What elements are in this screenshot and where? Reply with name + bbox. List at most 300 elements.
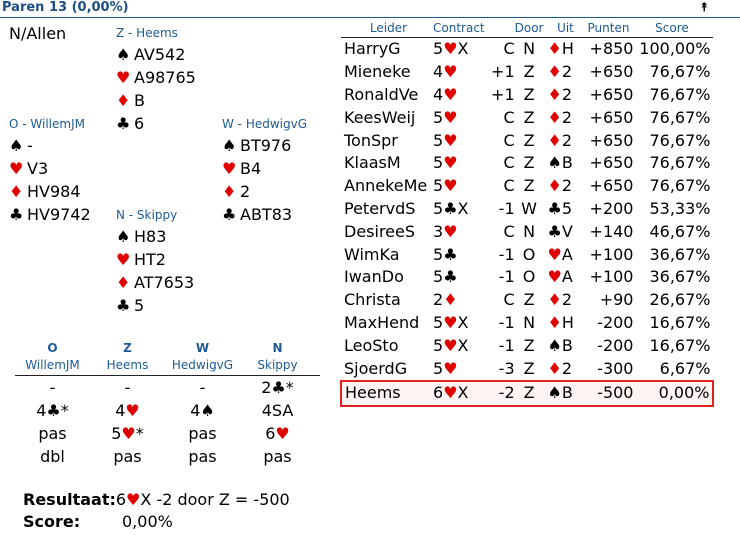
bid-cell (15, 445, 90, 468)
points-cell (583, 84, 633, 107)
score-value: 76,67% (649, 130, 711, 150)
declarer-dir: N (523, 312, 536, 332)
result-row[interactable] (341, 266, 713, 289)
declarer-dir: Z (523, 130, 535, 150)
player-name: LeoSto (344, 335, 399, 355)
bid-text: - (199, 378, 206, 397)
points-value: +650 (589, 153, 634, 173)
player-label-west: O - WillemJM (9, 117, 85, 131)
diamond-icon: ♦ (547, 107, 562, 127)
player-name-cell (341, 198, 433, 221)
tricks-cell (485, 175, 515, 198)
west-spades: - (27, 136, 33, 155)
spade-icon: ♠ (9, 136, 24, 155)
dealer-vulnerability: N/Allen (9, 24, 67, 43)
lead-card: 5 (561, 198, 573, 218)
lead-cell (543, 198, 583, 221)
result-row[interactable] (341, 243, 713, 266)
result-row[interactable] (341, 106, 713, 129)
player-name-cell (341, 312, 433, 335)
points-value: +140 (589, 221, 634, 241)
lead-cell (543, 243, 583, 266)
score-value: 16,67% (649, 335, 711, 355)
south-diamonds: AT7653 (134, 273, 195, 292)
heart-icon: ♥ (443, 130, 458, 150)
tricks-cell (485, 106, 515, 129)
contract-cell (433, 266, 485, 289)
club-icon: ♣ (547, 221, 562, 241)
contract-cell (433, 334, 485, 357)
lead-cell (543, 106, 583, 129)
score-value: 46,67% (649, 221, 711, 241)
points-cell (583, 243, 633, 266)
score-cell (633, 266, 713, 289)
result-row[interactable] (341, 289, 713, 312)
player-name: SjoerdG (344, 358, 408, 378)
club-icon: ♣ (443, 267, 458, 287)
bid-text: pas (263, 447, 292, 466)
declarer-dir-cell (515, 289, 544, 312)
bid-cell (240, 422, 315, 445)
score-value: 16,67% (649, 312, 711, 332)
tricks-result: C (503, 107, 515, 127)
player-name-cell (341, 289, 433, 312)
player-name-cell (341, 106, 433, 129)
points-value: -300 (597, 358, 634, 378)
lead-cell (543, 266, 583, 289)
heart-icon: ♥ (9, 159, 24, 178)
west-hearts: V3 (27, 159, 49, 178)
score-value: 76,67% (649, 176, 711, 196)
tricks-result: C (503, 153, 515, 173)
lead-card: H (561, 39, 574, 59)
player-name: Christa (344, 290, 401, 310)
lead-cell (543, 175, 583, 198)
diamond-icon: ♦ (547, 130, 562, 150)
bid-dir-n: N (272, 341, 283, 355)
board-header (0, 0, 740, 18)
tricks-cell (485, 84, 515, 107)
bid-text: 4SA (261, 401, 294, 420)
heart-icon: ♥ (222, 159, 237, 178)
player-name: TonSpr (344, 130, 398, 150)
club-icon: ♣ (9, 205, 24, 224)
player-name-cell (341, 243, 433, 266)
points-value: -200 (597, 312, 634, 332)
player-name-cell (341, 381, 433, 406)
heart-icon: ♥ (275, 424, 290, 443)
alert-mark: * (135, 424, 144, 443)
bid-row (15, 399, 320, 422)
north-diamonds: B (134, 91, 145, 110)
score-cell (633, 312, 713, 335)
diamond-icon: ♦ (547, 176, 562, 196)
bid-cell (165, 422, 240, 445)
tricks-cell (485, 381, 515, 406)
tricks-result: C (503, 130, 515, 150)
declarer-dir: N (523, 221, 536, 241)
declarer-dir: Z (523, 335, 535, 355)
club-icon: ♣ (116, 296, 131, 315)
points-cell (583, 266, 633, 289)
club-icon: ♣ (443, 198, 458, 218)
declarer-dir-cell (515, 198, 544, 221)
bid-cell (165, 399, 240, 422)
bid-dir-w: W (195, 341, 210, 355)
declarer-dir: Z (523, 176, 535, 196)
north-clubs: 6 (134, 114, 145, 133)
points-cell (583, 334, 633, 357)
points-value: +100 (589, 244, 634, 264)
bid-text: pas (188, 447, 217, 466)
score-value: 76,67% (649, 153, 711, 173)
lead-card: 2 (561, 107, 573, 127)
col-door: Door (515, 19, 544, 38)
bid-text: - (49, 378, 56, 397)
results-header-row (341, 19, 713, 38)
contract-cell (433, 152, 485, 175)
tricks-cell (485, 357, 515, 381)
player-name-cell (341, 266, 433, 289)
heart-icon: ♥ (443, 312, 458, 332)
result-row[interactable] (341, 152, 713, 175)
player-name-cell (341, 357, 433, 381)
result-row[interactable] (341, 84, 713, 107)
heart-icon: ♥ (443, 153, 458, 173)
bid-cell (90, 445, 165, 468)
player-name: HarryG (344, 39, 401, 59)
score-cell (633, 152, 713, 175)
player-label-south: N - Skippy (116, 208, 178, 222)
score-value: 26,67% (649, 290, 711, 310)
bid-text: pas (38, 424, 67, 443)
declarer-dir-cell (515, 106, 544, 129)
player-name: DesireeS (344, 221, 416, 241)
declarer-dir-cell (515, 84, 544, 107)
score-cell (633, 334, 713, 357)
lead-card: B (561, 153, 573, 173)
contract-level: 5 (433, 39, 444, 59)
spade-icon: ♠ (200, 401, 215, 420)
east-clubs: ABT83 (240, 205, 293, 224)
lead-cell (543, 312, 583, 335)
tricks-result: -1 (498, 198, 515, 218)
points-cell (583, 129, 633, 152)
alert-mark: * (285, 378, 294, 397)
heart-icon: ♥ (125, 401, 140, 420)
heart-icon: ♥ (443, 39, 458, 59)
declarer-dir-cell (515, 357, 544, 381)
bid-cell (165, 445, 240, 468)
alert-mark: * (60, 401, 69, 420)
bid-text: 2 (261, 378, 272, 397)
contract-level: 4 (433, 62, 444, 82)
player-name: MaxHend (344, 312, 420, 332)
diamond-icon: ♦ (547, 62, 562, 82)
bid-cell (15, 399, 90, 422)
declarer-dir: O (522, 267, 536, 287)
bid-player-n: Skippy (257, 358, 298, 372)
score-label: Score: (23, 512, 81, 531)
col-leider: Leider (341, 19, 433, 38)
tricks-result: -3 (498, 358, 515, 378)
contract-level: 5 (433, 358, 444, 378)
declarer-dir-cell (515, 61, 544, 84)
lead-card: 2 (561, 62, 573, 82)
player-name: WimKa (344, 244, 400, 264)
contract-level: 3 (433, 221, 444, 241)
club-icon: ♣ (46, 401, 61, 420)
bid-row (15, 376, 320, 399)
score-value: 0,00% (658, 383, 710, 403)
result-level: 6 (115, 490, 127, 509)
diamond-icon: ♦ (116, 91, 131, 110)
result-row[interactable] (341, 61, 713, 84)
player-name-cell (341, 152, 433, 175)
lead-card: 2 (561, 358, 573, 378)
declarer-dir-cell (515, 220, 544, 243)
col-punten: Punten (583, 19, 633, 38)
points-cell (583, 312, 633, 335)
diamond-icon: ♦ (547, 358, 562, 378)
hand-east (222, 117, 307, 226)
diamond-icon: ♦ (547, 312, 562, 332)
score-value: 53,33% (649, 198, 711, 218)
contract-level: 2 (433, 290, 444, 310)
contract-level: 5 (433, 107, 444, 127)
heart-icon: ♥ (443, 383, 458, 403)
col-uit: Uit (543, 19, 583, 38)
declarer-dir-cell (515, 38, 544, 61)
heart-icon: ♥ (121, 424, 136, 443)
result-detail: X -2 door Z = -500 (140, 490, 290, 509)
result-row[interactable] (341, 334, 713, 357)
lead-card: 2 (561, 290, 573, 310)
south-clubs: 5 (134, 296, 145, 315)
points-value: +850 (589, 39, 634, 59)
diamond-icon: ♦ (222, 182, 237, 201)
result-line (23, 490, 290, 509)
spade-icon: ♠ (547, 383, 562, 403)
declarer-dir-cell (515, 266, 544, 289)
contract-cell (433, 175, 485, 198)
contract-level: 5 (433, 267, 444, 287)
double-mark: X (457, 39, 469, 59)
bid-cell (240, 376, 315, 399)
result-row[interactable] (341, 220, 713, 243)
player-name-cell (341, 220, 433, 243)
declarer-dir: Z (523, 383, 535, 403)
tricks-cell (485, 129, 515, 152)
declarer-dir: Z (523, 107, 535, 127)
score-cell (633, 289, 713, 312)
score-line (23, 512, 173, 531)
tricks-cell (485, 198, 515, 221)
tricks-result: +1 (491, 84, 515, 104)
spade-icon: ♠ (547, 335, 562, 355)
result-row[interactable] (341, 175, 713, 198)
points-value: +650 (589, 62, 634, 82)
club-icon: ♣ (547, 198, 562, 218)
results-body (341, 38, 713, 406)
bid-cell (90, 422, 165, 445)
bid-cell (15, 376, 90, 399)
bid-row (15, 422, 320, 445)
bid-text: 5 (111, 424, 122, 443)
bid-cell (240, 399, 315, 422)
club-icon: ♣ (271, 378, 286, 397)
tricks-cell (485, 152, 515, 175)
points-value: +650 (589, 84, 634, 104)
contract-level: 5 (433, 198, 444, 218)
player-name: Mieneke (344, 62, 411, 82)
bid-dir-z: Z (123, 341, 132, 355)
score-cell (633, 84, 713, 107)
lead-cell (543, 289, 583, 312)
double-mark: X (457, 335, 469, 355)
contract-level: 6 (433, 383, 444, 403)
tricks-result: -1 (498, 244, 515, 264)
result-row[interactable] (341, 357, 713, 381)
bid-text: dbl (40, 447, 65, 466)
lead-card: V (561, 221, 573, 241)
points-cell (583, 198, 633, 221)
score-cell (633, 198, 713, 221)
heart-icon: ♥ (443, 176, 458, 196)
score-value: 76,67% (649, 62, 711, 82)
heart-icon: ♥ (443, 107, 458, 127)
points-cell (583, 38, 633, 61)
declarer-dir-cell (515, 334, 544, 357)
east-hearts: B4 (240, 159, 262, 178)
declarer-dir-cell (515, 152, 544, 175)
lead-card: 2 (561, 176, 573, 196)
player-name-cell (341, 61, 433, 84)
contract-cell (433, 243, 485, 266)
contract-cell (433, 106, 485, 129)
player-label-north: Z - Heems (116, 26, 178, 40)
col-score: Score (633, 19, 713, 38)
west-clubs: HV9742 (27, 205, 91, 224)
score-value: 0,00% (122, 512, 173, 531)
declarer-dir: Z (523, 358, 535, 378)
points-cell (583, 175, 633, 198)
score-value: 76,67% (649, 84, 711, 104)
score-cell (633, 38, 713, 61)
tricks-cell (485, 61, 515, 84)
club-icon: ♣ (116, 114, 131, 133)
result-row[interactable] (341, 129, 713, 152)
lead-cell (543, 38, 583, 61)
result-row[interactable] (341, 381, 713, 406)
player-name-cell (341, 38, 433, 61)
declarer-dir: O (522, 244, 536, 264)
double-mark: X (457, 198, 469, 218)
tricks-cell (485, 334, 515, 357)
tricks-result: C (503, 290, 515, 310)
north-hearts: A98765 (134, 68, 196, 87)
declarer-dir-cell (515, 381, 544, 406)
result-row[interactable] (341, 38, 713, 61)
bid-text: pas (188, 424, 217, 443)
double-mark: X (457, 383, 469, 403)
lead-cell (543, 129, 583, 152)
result-row[interactable] (341, 312, 713, 335)
bid-cell (240, 445, 315, 468)
bid-text: 4 (115, 401, 126, 420)
tricks-cell (485, 289, 515, 312)
declarer-dir: Z (523, 84, 535, 104)
bid-player-o: WillemJM (25, 358, 80, 372)
contract-cell (433, 220, 485, 243)
bid-cell (15, 422, 90, 445)
heart-icon: ♥ (443, 221, 458, 241)
score-cell (633, 129, 713, 152)
bid-cell (90, 399, 165, 422)
score-value: 6,67% (659, 358, 711, 378)
contract-cell (433, 38, 485, 61)
score-value: 76,67% (649, 107, 711, 127)
points-cell (583, 61, 633, 84)
lead-card: B (561, 335, 573, 355)
lead-cell (543, 357, 583, 381)
tricks-cell (485, 266, 515, 289)
spade-icon: ♠ (222, 136, 237, 155)
lead-card: H (561, 312, 574, 332)
bid-cell (165, 376, 240, 399)
result-label: Resultaat: (23, 490, 116, 509)
west-diamonds: HV984 (27, 182, 81, 201)
tricks-cell (485, 243, 515, 266)
player-name-cell (341, 175, 433, 198)
double-chevron-up-icon[interactable]: ⯭ (700, 0, 708, 14)
spade-icon: ♠ (547, 153, 562, 173)
heart-icon: ♥ (547, 244, 562, 264)
result-row[interactable] (341, 198, 713, 221)
tricks-result: C (503, 221, 515, 241)
diamond-icon: ♦ (547, 290, 562, 310)
player-name: KlaasM (344, 153, 401, 173)
score-cell (633, 61, 713, 84)
points-cell (583, 220, 633, 243)
points-value: -200 (597, 335, 634, 355)
score-cell (633, 106, 713, 129)
diamond-icon: ♦ (116, 273, 131, 292)
score-value: 100,00% (639, 39, 711, 59)
bid-text: pas (113, 447, 142, 466)
heart-icon: ♥ (443, 335, 458, 355)
lead-card: 2 (561, 84, 573, 104)
contract-cell (433, 289, 485, 312)
col-contract: Contract (433, 19, 485, 38)
tricks-result: +1 (491, 62, 515, 82)
score-cell (633, 381, 713, 406)
contract-cell (433, 61, 485, 84)
points-value: +90 (599, 290, 634, 310)
board-title: Paren 13 (0,00%) (2, 0, 129, 15)
heart-icon: ♥ (443, 358, 458, 378)
score-cell (633, 175, 713, 198)
tricks-result: -1 (498, 312, 515, 332)
lead-card: B (561, 383, 573, 403)
south-hearts: HT2 (134, 250, 166, 269)
heart-icon: ♥ (126, 490, 141, 509)
contract-level: 5 (433, 244, 444, 264)
player-name-cell (341, 334, 433, 357)
contract-level: 5 (433, 176, 444, 196)
tricks-result: C (503, 176, 515, 196)
points-value: +650 (589, 130, 634, 150)
